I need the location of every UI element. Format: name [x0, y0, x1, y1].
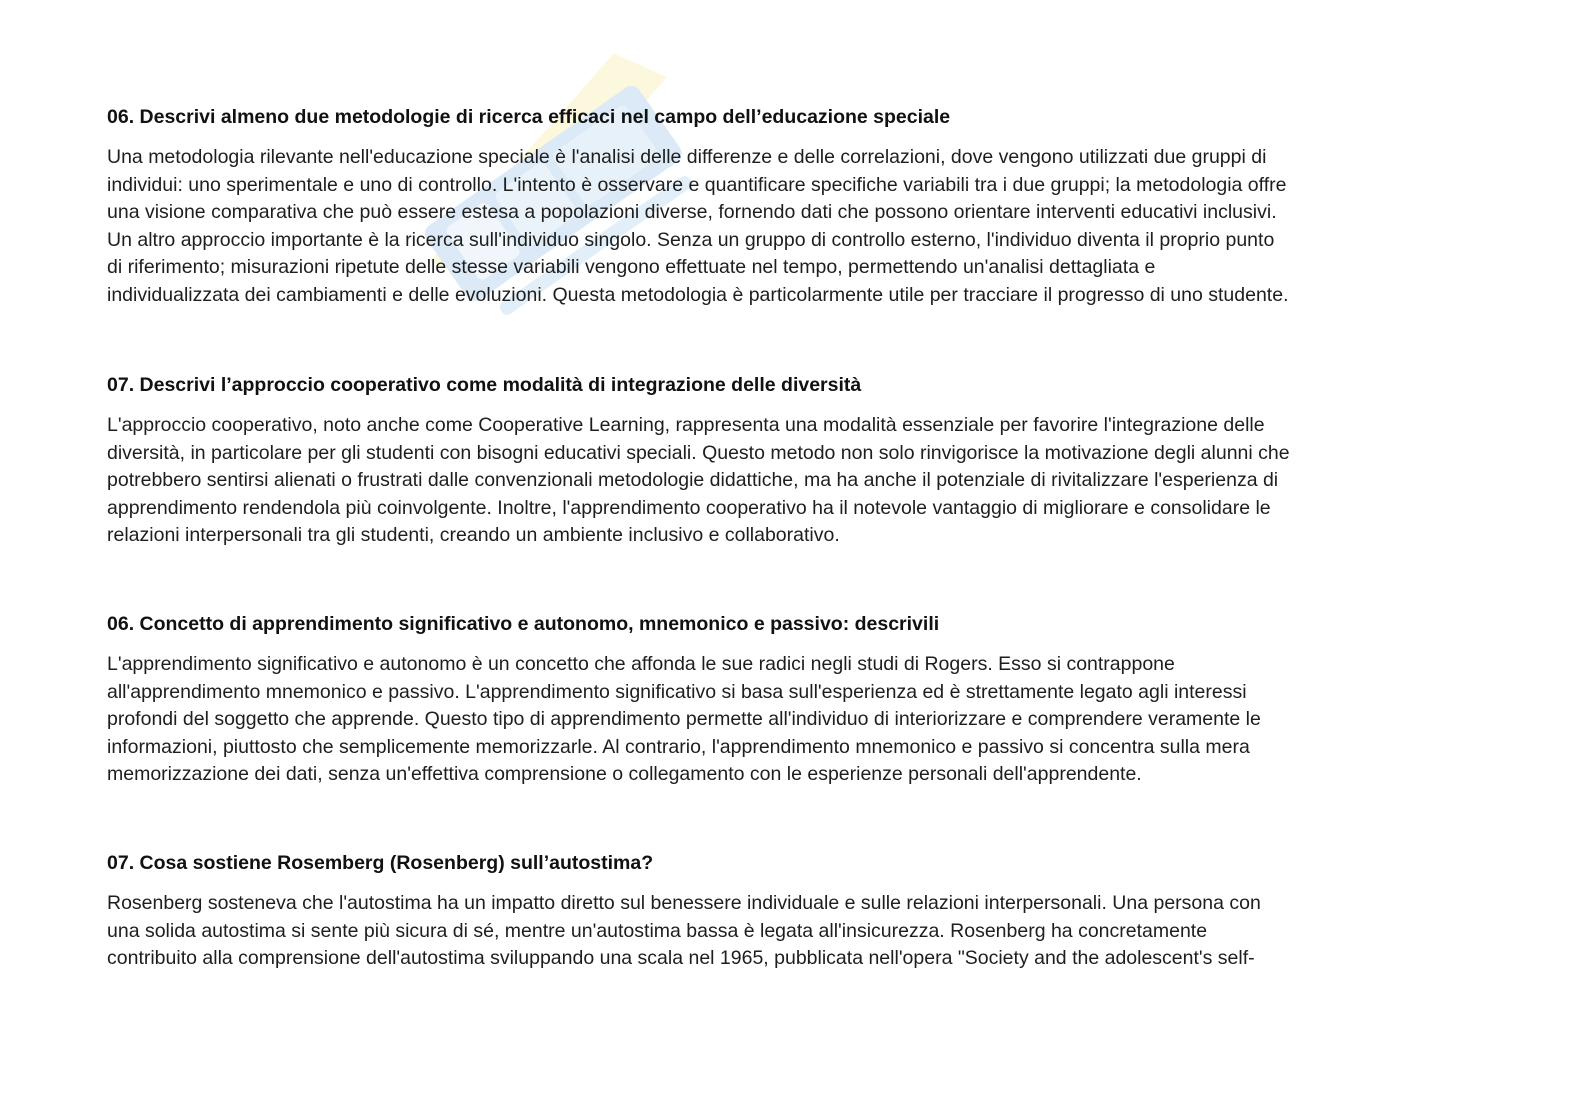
body-line: potrebbero sentirsi alienati o frustrati dalle convenzionali metodologie didattiche, ma ha anche il potenziale di rivitalizzare l'esperienza di: [107, 469, 1279, 492]
section-title: 07. Descrivi l’approccio cooperativo come modalità di integrazione delle diversità: [107, 374, 862, 396]
section-title: 06. Descrivi almeno due metodologie di ricerca efficaci nel campo dell’educazione speciale: [107, 106, 951, 128]
section-methodologies: [107, 104, 1289, 310]
section-cooperative-approach: [107, 372, 1290, 550]
body-line: Una metodologia rilevante nell'educazione speciale è l'analisi delle differenze e delle correlazioni, dove vengono utilizzati due gruppi di: [107, 146, 1267, 168]
body-line: L'apprendimento significativo e autonomo è un concetto che affonda le sue radici negli studi di Rogers. Esso si contrappone: [107, 653, 1175, 675]
body-line: una solida autostima si sente più sicura di sé, mentre un'autostima bassa è legata all'insicurezza. Rosenberg ha concretamente: [107, 919, 1208, 942]
body-line: individui: uno sperimentale e uno di controllo. L'intento è osservare e quantificare specifiche variabili tra i due gruppi; la metodologia offre: [107, 173, 1287, 196]
section-title: 07. Cosa sostiene Rosemberg (Rosenberg) sull’autostima?: [107, 852, 654, 874]
section-body: [107, 890, 1261, 973]
section-rosenberg-self-esteem: [107, 850, 1261, 973]
body-line: una visione comparativa che può essere estesa a popolazioni diverse, fornendo dati che possono orientare interventi educativi inclusivi.: [107, 201, 1277, 224]
body-line: memorizzazione dei dati, senza un'effettiva comprensione o collegamento con le esperienze personali dell'apprendente.: [107, 763, 1142, 786]
section-body: [107, 144, 1289, 310]
body-line: individualizzata dei cambiamenti e delle evoluzioni. Questa metodologia è particolarmente utile per tracciare il progresso di uno studente.: [107, 283, 1289, 306]
body-line: di riferimento; misurazioni ripetute delle stesse variabili vengono effettuate nel tempo, permettendo un'analisi dettagliata e: [107, 256, 1156, 279]
body-line: L'approccio cooperativo, noto anche come Cooperative Learning, rappresenta una modalità essenziale per favorire l'integrazione delle: [107, 414, 1265, 436]
section-title: 06. Concetto di apprendimento significativo e autonomo, mnemonico e passivo: descrivili: [107, 613, 940, 635]
section-meaningful-learning: [107, 611, 1261, 789]
body-line: profondi del soggetto che apprende. Questo tipo di apprendimento permette all'individuo di interiorizzare e comprendere veramente le: [107, 708, 1261, 731]
body-line: diversità, in particolare per gli studenti con bisogni educativi speciali. Questo metodo non solo rinvigorisce la motivazione degli alunni che: [107, 441, 1290, 464]
section-body: [107, 412, 1290, 550]
body-line: apprendimento rendendola più coinvolgente. Inoltre, l'apprendimento cooperativo ha il notevole vantaggio di migliorare e consolidare le: [107, 496, 1271, 519]
body-line: relazioni interpersonali tra gli studenti, creando un ambiente inclusivo e collaborativo.: [107, 524, 840, 547]
body-line: all'apprendimento mnemonico e passivo. L'apprendimento significativo si basa sull'esperienza ed è strettamente legato agli interessi: [107, 680, 1247, 703]
section-body: [107, 651, 1261, 789]
body-line: informazioni, piuttosto che semplicemente memorizzarle. Al contrario, l'apprendimento mnemonico e passivo si concentra sulla mera: [107, 735, 1250, 758]
body-line: Un altro approccio importante è la ricerca sull'individuo singolo. Senza un gruppo di controllo esterno, l'individuo diventa il proprio punto: [107, 228, 1275, 251]
body-line: contribuito alla comprensione dell'autostima sviluppando una scala nel 1965, pubblicata nell'opera "Society and the adolescent's self-: [107, 947, 1255, 970]
body-line: Rosenberg sosteneva che l'autostima ha un impatto diretto sul benessere individuale e sulle relazioni interpersonali. Una persona con: [107, 892, 1261, 914]
